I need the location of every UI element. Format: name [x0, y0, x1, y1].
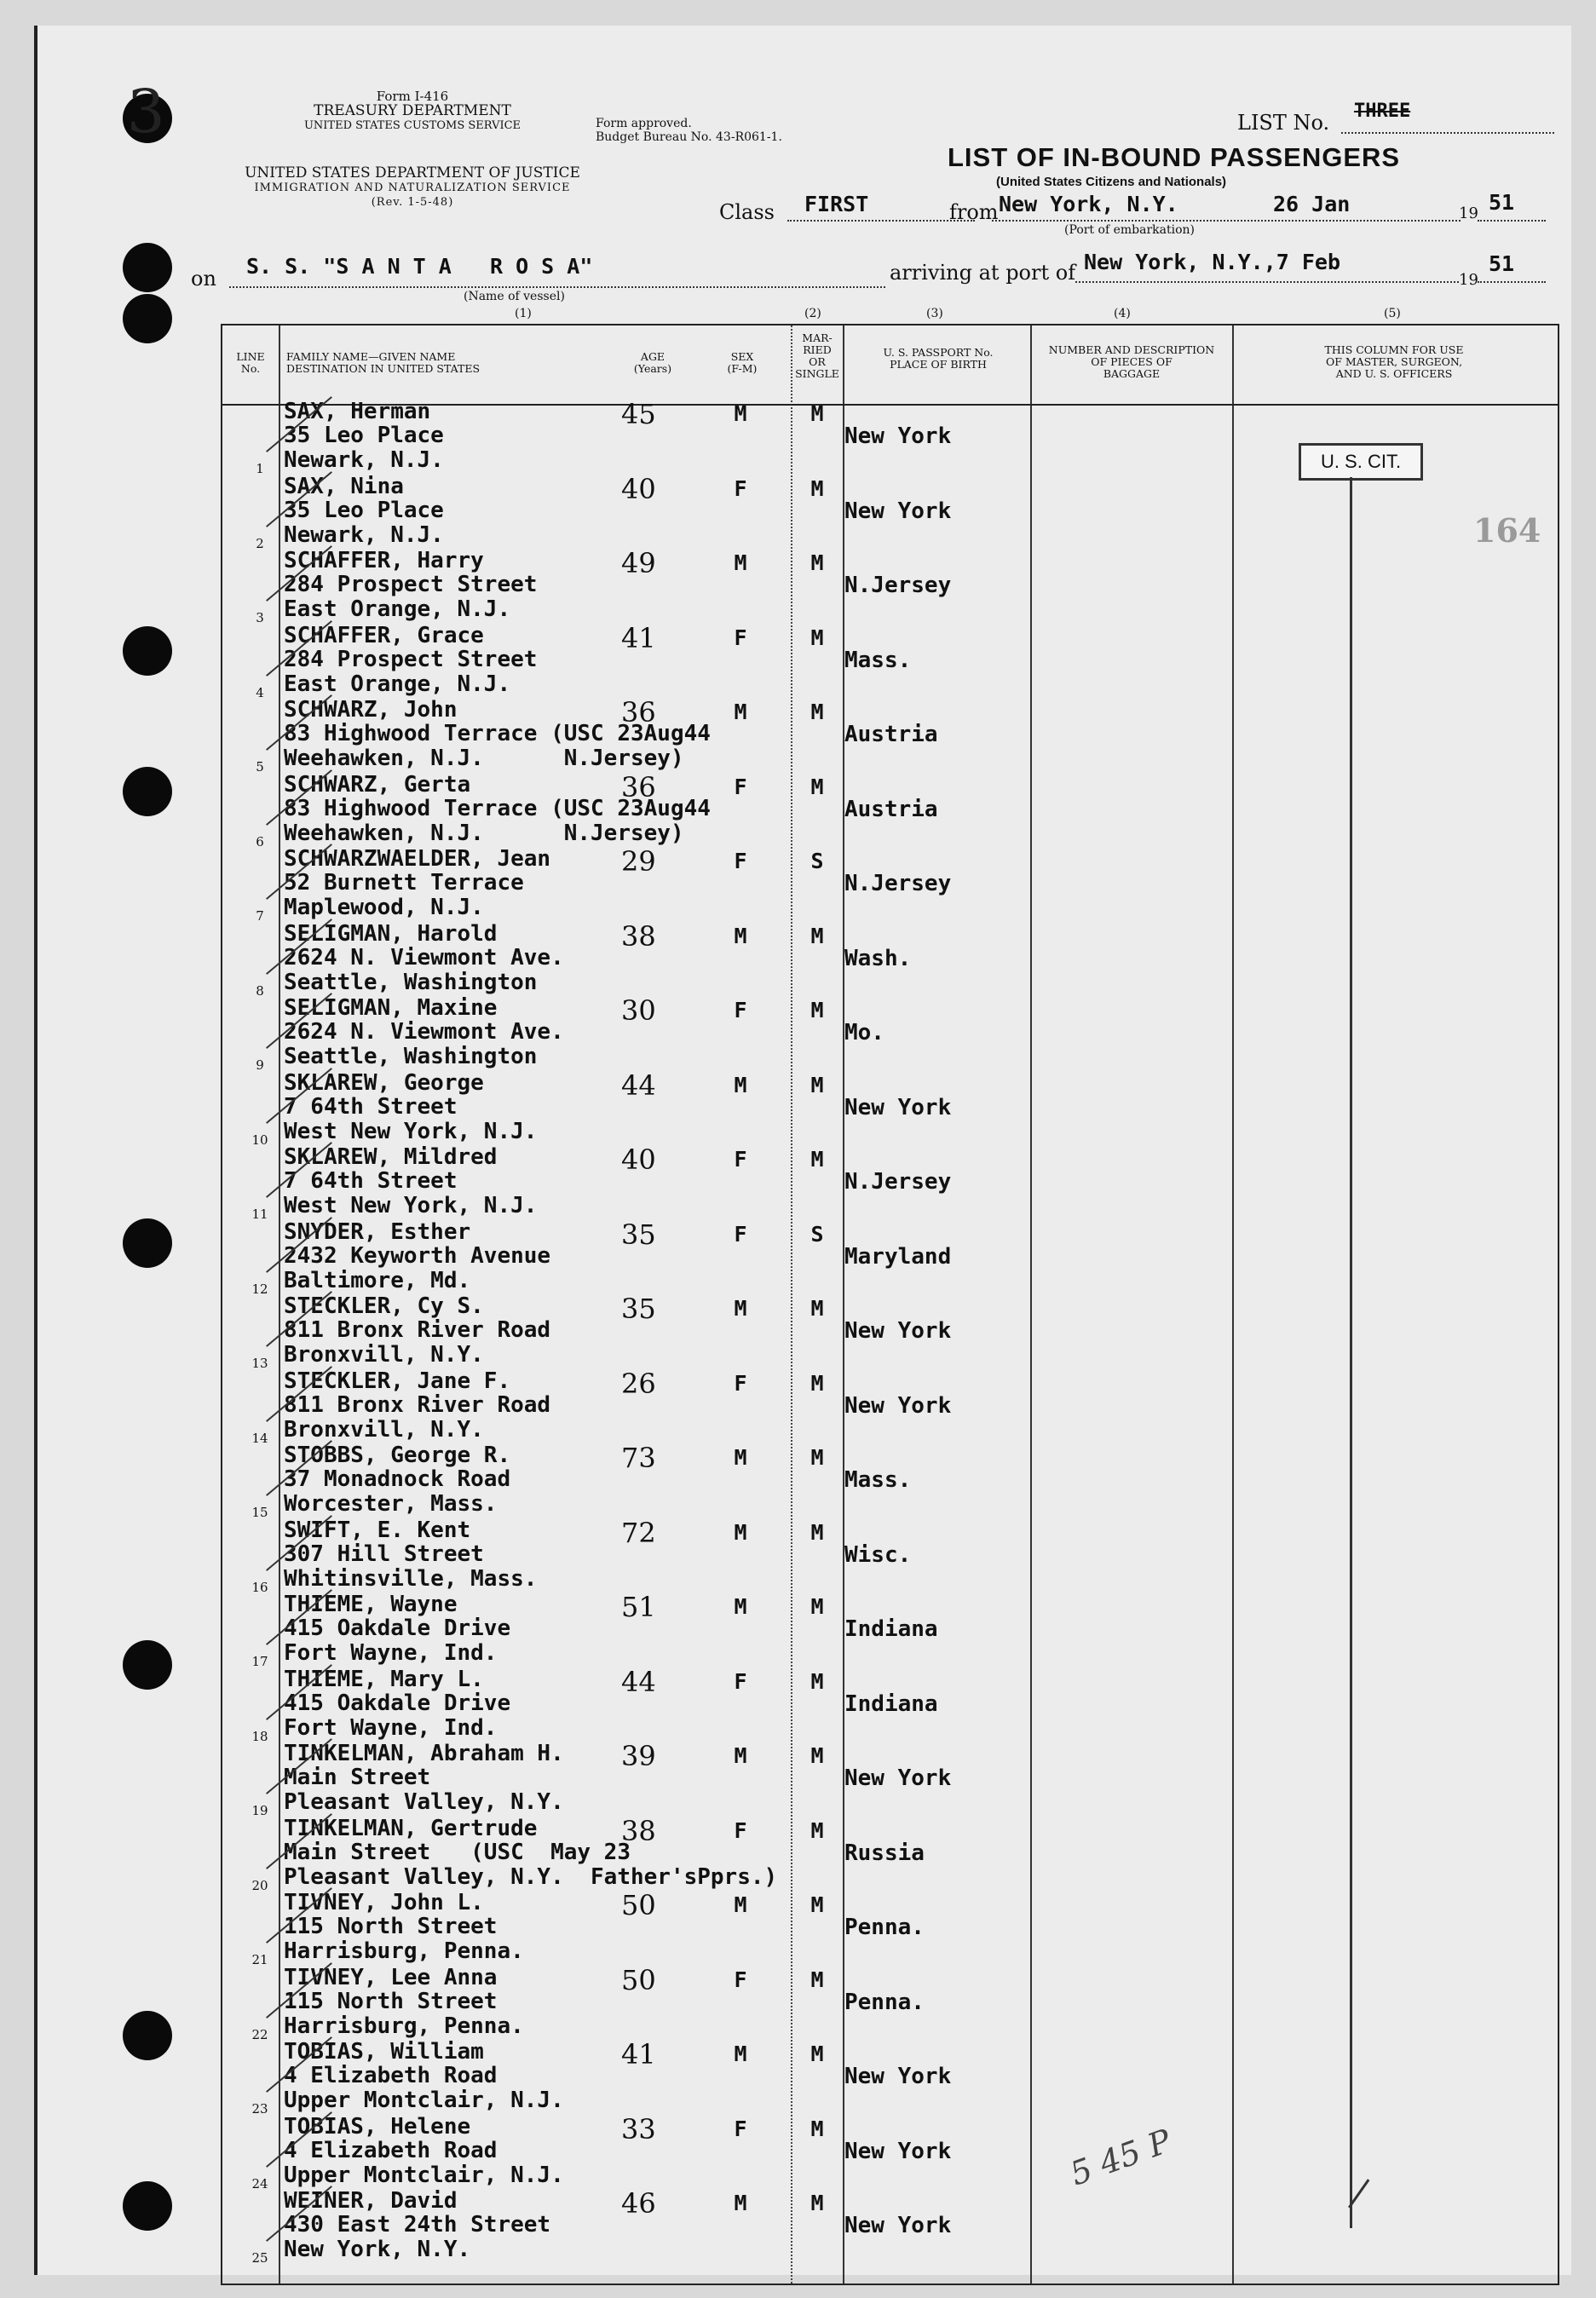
- col-header-married: MAR- RIED OR SINGLE: [795, 331, 839, 380]
- passenger-birthplace: Wash.: [844, 945, 912, 971]
- on-label: on: [191, 267, 216, 291]
- passenger-destination: East Orange, N.J.: [284, 671, 511, 697]
- col-header-baggage: NUMBER AND DESCRIPTION OF PIECES OF BAGGAGE: [1048, 343, 1215, 380]
- passenger-destination: Maplewood, N.J.: [284, 895, 484, 920]
- passenger-age: 35: [621, 1293, 656, 1325]
- passenger-age: 26: [621, 1367, 656, 1400]
- punch-hole: [123, 626, 172, 676]
- passenger-name: SCHWARZ, John: [284, 697, 458, 723]
- passenger-address: 307 Hill Street: [284, 1541, 484, 1567]
- passenger-name: SKLAREW, George: [284, 1069, 484, 1096]
- passenger-birthplace: Mass.: [844, 1467, 912, 1493]
- passenger-sex: F: [734, 475, 747, 501]
- passenger-marital-status: M: [810, 2191, 824, 2215]
- customs-service: UNITED STATES CUSTOMS SERVICE: [303, 119, 521, 132]
- punch-hole: [123, 1218, 172, 1268]
- row-line-number: 13: [251, 1356, 268, 1371]
- passenger-birthplace: N.Jersey: [844, 573, 952, 598]
- stamp-bracket-line: [1350, 477, 1352, 2228]
- form-number: Form I-416: [376, 89, 449, 104]
- table-row: [222, 1442, 1558, 1524]
- page-subtitle: (United States Citizens and Nationals): [996, 175, 1227, 189]
- table-row: [222, 1068, 1558, 1152]
- passenger-birthplace: Indiana: [844, 1616, 938, 1642]
- passenger-age: 41: [621, 2038, 656, 2071]
- table-row: [222, 994, 1558, 1077]
- arrival-year-line: [1478, 281, 1546, 283]
- passenger-address: 115 North Street: [284, 1914, 498, 1939]
- passenger-birthplace: Maryland: [844, 1243, 952, 1270]
- punch-hole: [123, 243, 172, 292]
- table-row: [222, 845, 1558, 928]
- passenger-destination: Seattle, Washington: [284, 1044, 538, 1069]
- col-num-2: (2): [804, 307, 821, 320]
- row-line-number: 9: [256, 1057, 264, 1073]
- col-num-3: (3): [926, 307, 943, 320]
- col-header-officers: THIS COLUMN FOR USE OF MASTER, SURGEON, AND U. S. OFFICERS: [1324, 343, 1464, 380]
- passenger-address: 4 Elizabeth Road: [284, 2137, 498, 2163]
- row-line-number: 15: [251, 1505, 268, 1520]
- passenger-address: 4 Elizabeth Road: [284, 2063, 498, 2088]
- passenger-age: 41: [621, 621, 656, 654]
- passenger-destination: West New York, N.J.: [284, 1193, 538, 1218]
- passenger-birthplace: Penna.: [844, 1989, 925, 2015]
- table-row: [222, 472, 1558, 556]
- passenger-sex: M: [734, 2042, 747, 2066]
- passenger-birthplace: New York: [844, 2064, 952, 2089]
- from-label: from: [949, 200, 999, 224]
- passenger-age: 50: [621, 1889, 656, 1921]
- passenger-age: 49: [621, 547, 656, 579]
- passenger-sex: M: [734, 700, 747, 724]
- col-num-4: (4): [1114, 307, 1131, 320]
- passenger-birthplace: New York: [844, 1094, 952, 1120]
- passenger-marital-status: M: [810, 625, 824, 650]
- embark-caption: (Port of embarkation): [1064, 223, 1195, 237]
- passenger-age: 30: [621, 994, 656, 1027]
- table-row: [222, 1143, 1558, 1226]
- passenger-birthplace: N.Jersey: [844, 1169, 952, 1195]
- passenger-destination: Pleasant Valley, N.Y. Father'sPprs.): [284, 1863, 778, 1890]
- passenger-sex: M: [734, 1594, 747, 1619]
- row-line-number: 1: [256, 461, 264, 476]
- table-row: [222, 2187, 1558, 2270]
- table-row: [222, 621, 1558, 705]
- punch-hole: [123, 2011, 172, 2060]
- passenger-age: 33: [621, 2112, 656, 2145]
- passenger-birthplace: Austria: [844, 722, 938, 747]
- passenger-marital-status: M: [810, 1743, 824, 1768]
- passenger-address: Main Street (USC May 23: [284, 1839, 631, 1865]
- passenger-sex: F: [734, 625, 747, 650]
- row-line-number: 6: [256, 833, 264, 850]
- form-approved: Form approved.: [596, 117, 692, 130]
- col-header-age: AGE (Years): [633, 350, 672, 375]
- class-line: [787, 220, 975, 222]
- page-mark: 164: [1473, 511, 1541, 550]
- passenger-age: 72: [621, 1516, 656, 1549]
- passenger-birthplace: Mo.: [844, 1020, 884, 1045]
- passenger-address: 430 East 24th Street: [284, 2212, 551, 2238]
- passenger-marital-status: M: [810, 550, 824, 575]
- passenger-marital-status: M: [810, 998, 824, 1022]
- passenger-sex: F: [734, 1817, 747, 1843]
- passenger-destination: Weehawken, N.J. N.Jersey): [284, 746, 684, 771]
- passenger-name: THIEME, Mary L.: [284, 1666, 484, 1692]
- passenger-marital-status: M: [810, 700, 824, 724]
- row-line-number: 16: [251, 1579, 268, 1595]
- passenger-destination: East Orange, N.J.: [284, 596, 511, 622]
- passenger-destination: Upper Montclair, N.J.: [284, 2162, 564, 2188]
- handwritten-note: 5 45 P: [1065, 2122, 1177, 2193]
- arrival-year: 51: [1489, 251, 1515, 276]
- passenger-age: 45: [621, 398, 656, 430]
- arrival-year-prefix: 19: [1459, 271, 1478, 289]
- table-row: [222, 696, 1558, 779]
- passenger-age: 38: [621, 1814, 656, 1847]
- table-row: [222, 1889, 1558, 1972]
- punch-hole: [123, 1640, 172, 1690]
- year-prefix: 19: [1459, 204, 1478, 222]
- arrival-line: [1075, 281, 1459, 283]
- class-value: FIRST: [804, 192, 869, 216]
- row-line-number: 14: [251, 1430, 268, 1446]
- passenger-sex: M: [734, 1743, 747, 1768]
- passenger-marital-status: M: [810, 1967, 824, 1992]
- passenger-marital-status: M: [810, 1072, 824, 1097]
- col-header-passport: U. S. PASSPORT No. PLACE OF BIRTH: [883, 346, 994, 371]
- passenger-sex: F: [734, 1668, 747, 1694]
- embark-date: 26 Jan: [1273, 192, 1351, 216]
- col-header-sex: SEX (F-M): [727, 350, 758, 375]
- passenger-marital-status: M: [810, 1147, 824, 1172]
- passenger-marital-status: M: [810, 1594, 824, 1619]
- passenger-address: 2624 N. Viewmont Ave.: [284, 1019, 564, 1045]
- table-row: [222, 1814, 1558, 1898]
- col-num-5: (5): [1384, 307, 1401, 320]
- punch-hole: [123, 767, 172, 816]
- passenger-address: Main Street: [284, 1765, 431, 1790]
- passenger-age: 40: [621, 1143, 656, 1176]
- from-line: [992, 220, 1461, 222]
- form-revision: (Rev. 1-5-48): [371, 196, 454, 209]
- passenger-name: TOBIAS, William: [284, 2039, 484, 2065]
- passenger-destination: West New York, N.J.: [284, 1118, 538, 1144]
- passenger-sex: F: [734, 1967, 747, 1992]
- passenger-destination: Newark, N.J.: [284, 521, 444, 548]
- passenger-destination: Bronxvill, N.Y.: [284, 1342, 484, 1368]
- passenger-destination: Harrisburg, Penna.: [284, 1938, 524, 1964]
- passenger-destination: Seattle, Washington: [284, 969, 538, 995]
- list-scribble: 3: [127, 77, 165, 147]
- doj-block: [216, 166, 608, 210]
- table-row: [222, 919, 1558, 1003]
- list-no-value: THREE: [1354, 101, 1411, 122]
- passenger-marital-status: M: [810, 1296, 824, 1321]
- passenger-age: 39: [621, 1740, 656, 1772]
- passenger-name: SCHWARZ, Gerta: [284, 771, 471, 798]
- treasury-dept: TREASURY DEPARTMENT: [314, 102, 511, 119]
- passenger-marital-status: M: [810, 2042, 824, 2066]
- vessel-name: S. S. "S A N T A R O S A": [246, 254, 593, 279]
- passenger-address: 415 Oakdale Drive: [284, 1690, 511, 1716]
- table-row: [222, 2112, 1558, 2196]
- row-line-number: 10: [251, 1132, 268, 1148]
- passenger-destination: Baltimore, Md.: [284, 1267, 471, 1293]
- row-line-number: 24: [251, 2175, 268, 2191]
- passenger-destination: New York, N.Y.: [284, 2237, 471, 2262]
- passenger-address: 37 Monadnock Road: [284, 1466, 511, 1492]
- passenger-age: 38: [621, 919, 656, 953]
- table-row: [222, 547, 1558, 630]
- passenger-sex: F: [734, 998, 747, 1022]
- class-label: Class: [719, 200, 775, 224]
- passenger-age: 36: [621, 696, 656, 729]
- passenger-age: 73: [621, 1442, 656, 1474]
- passenger-name: SELIGMAN, Maxine: [284, 995, 498, 1021]
- passenger-marital-status: M: [810, 1445, 824, 1470]
- passenger-marital-status: S: [810, 849, 824, 873]
- punch-hole: [123, 294, 172, 343]
- passenger-address: 811 Bronx River Road: [284, 1317, 551, 1343]
- passenger-sex: F: [734, 774, 747, 799]
- passenger-address: 35 Leo Place: [284, 497, 444, 523]
- passenger-birthplace: New York: [844, 1392, 952, 1419]
- table-row: [222, 1367, 1558, 1450]
- row-line-number: 8: [256, 982, 264, 999]
- table-row: [222, 1218, 1558, 1301]
- passenger-destination: Harrisburg, Penna.: [284, 2013, 524, 2039]
- passenger-sex: M: [734, 1296, 747, 1321]
- passenger-marital-status: M: [810, 923, 824, 948]
- passenger-address: 83 Highwood Terrace (USC 23Aug44: [284, 721, 711, 746]
- row-line-number: 17: [251, 1654, 268, 1669]
- passenger-destination: Weehawken, N.J. N.Jersey): [284, 820, 684, 846]
- passenger-sex: M: [734, 2191, 747, 2215]
- passenger-name: SCHWARZWAELDER, Jean: [284, 846, 551, 872]
- passenger-birthplace: New York: [844, 2213, 952, 2238]
- passenger-birthplace: New York: [844, 423, 952, 449]
- passenger-marital-status: M: [810, 774, 824, 799]
- table-row: [222, 1516, 1558, 1599]
- table-row: [222, 2038, 1558, 2121]
- passenger-destination: Bronxvill, N.Y.: [284, 1416, 484, 1443]
- passenger-name: WEINER, David: [284, 2188, 458, 2214]
- passenger-address: 83 Highwood Terrace (USC 23Aug44: [284, 795, 711, 821]
- passenger-name: SNYDER, Esther: [284, 1218, 471, 1245]
- passenger-age: 46: [621, 2187, 656, 2220]
- us-cit-stamp: U. S. CIT.: [1299, 443, 1423, 481]
- passenger-name: SELIGMAN, Harold: [284, 920, 498, 947]
- row-line-number: 2: [256, 535, 264, 551]
- table-row: [222, 1591, 1558, 1673]
- passenger-age: 51: [621, 1591, 656, 1623]
- passenger-address: 415 Oakdale Drive: [284, 1616, 511, 1641]
- passenger-birthplace: New York: [844, 1765, 952, 1791]
- passenger-marital-status: M: [810, 2116, 824, 2141]
- passenger-address: 284 Prospect Street: [284, 572, 538, 597]
- ins-title: IMMIGRATION AND NATURALIZATION SERVICE: [254, 181, 571, 194]
- passenger-destination: Upper Montclair, N.J.: [284, 2088, 564, 2113]
- passenger-marital-status: M: [810, 1892, 824, 1917]
- table-row: [222, 1740, 1558, 1823]
- passenger-name: TIVNEY, John L.: [284, 1890, 484, 1915]
- passenger-address: 2432 Keyworth Avenue: [284, 1242, 551, 1269]
- passenger-destination: Whitinsville, Mass.: [284, 1565, 538, 1592]
- arrival-port: New York, N.Y.,7 Feb: [1084, 250, 1341, 274]
- passenger-name: SAX, Herman: [284, 399, 431, 424]
- passenger-age: 35: [621, 1218, 656, 1251]
- table-row: [222, 1963, 1558, 2047]
- vessel-line: [229, 286, 885, 288]
- budget-bureau: Budget Bureau No. 43-R061-1.: [596, 130, 782, 144]
- passenger-sex: F: [734, 849, 747, 873]
- passenger-address: 2624 N. Viewmont Ave.: [284, 944, 564, 970]
- passenger-birthplace: New York: [844, 498, 952, 524]
- passenger-name: STOBBS, George R.: [284, 1443, 511, 1468]
- passenger-marital-status: M: [810, 1519, 824, 1545]
- passenger-age: 36: [621, 770, 656, 803]
- passenger-address: 52 Burnett Terrace: [284, 870, 524, 896]
- passenger-destination: Fort Wayne, Ind.: [284, 1714, 498, 1741]
- passenger-age: 44: [621, 1068, 656, 1102]
- passenger-sex: F: [734, 2116, 747, 2141]
- passenger-birthplace: N.Jersey: [844, 871, 952, 896]
- passenger-marital-status: S: [810, 1221, 824, 1247]
- passenger-name: STECKLER, Cy S.: [284, 1293, 484, 1319]
- passenger-address: 811 Bronx River Road: [284, 1391, 551, 1418]
- passenger-marital-status: M: [810, 475, 824, 501]
- passenger-address: 35 Leo Place: [284, 423, 444, 448]
- passenger-destination: Pleasant Valley, N.Y.: [284, 1789, 564, 1815]
- row-line-number: 7: [256, 908, 264, 924]
- col-header-line: LINE No.: [236, 350, 265, 375]
- passenger-birthplace: Mass.: [844, 647, 912, 673]
- col-header-name: FAMILY NAME—GIVEN NAME DESTINATION IN UNITED STATES: [286, 350, 481, 375]
- year-line: [1478, 220, 1546, 222]
- passenger-name: TOBIAS, Helene: [284, 2113, 471, 2140]
- form-block: [276, 89, 549, 133]
- row-line-number: 21: [251, 1952, 268, 1967]
- passenger-destination: Worcester, Mass.: [284, 1491, 498, 1517]
- passenger-address: 7 64th Street: [284, 1168, 458, 1194]
- embark-year: 51: [1489, 190, 1515, 215]
- passenger-age: 50: [621, 1963, 656, 1996]
- vessel-caption: (Name of vessel): [464, 290, 565, 303]
- list-no-label: LIST No.: [1237, 111, 1330, 135]
- row-line-number: 20: [251, 1877, 268, 1893]
- passenger-destination: Fort Wayne, Ind.: [284, 1640, 498, 1666]
- row-line-number: 22: [251, 2026, 268, 2042]
- passenger-name: SKLAREW, Mildred: [284, 1144, 498, 1170]
- row-line-number: 11: [251, 1207, 268, 1222]
- punch-hole: [123, 2181, 172, 2231]
- from-value: New York, N.Y.: [999, 192, 1178, 216]
- passenger-age: 29: [621, 845, 656, 878]
- passenger-sex: M: [734, 550, 747, 575]
- row-line-number: 5: [256, 759, 264, 775]
- passenger-marital-status: M: [810, 1817, 824, 1843]
- col-num-1: (1): [515, 307, 532, 320]
- passenger-sex: M: [734, 923, 747, 948]
- passenger-name: TIVNEY, Lee Anna: [284, 1964, 498, 1990]
- table-row: [222, 770, 1558, 854]
- passenger-name: TINKELMAN, Abraham H.: [284, 1741, 564, 1766]
- arriving-label: arriving at port of: [890, 261, 1076, 285]
- passenger-sex: F: [734, 1370, 747, 1396]
- passenger-destination: Newark, N.J.: [284, 447, 444, 473]
- passenger-name: SAX, Nina: [284, 473, 404, 499]
- passenger-name: STECKLER, Jane F.: [284, 1368, 511, 1394]
- passenger-sex: F: [734, 1221, 747, 1247]
- row-line-number: 19: [251, 1803, 268, 1818]
- passenger-age: 44: [621, 1665, 656, 1698]
- passenger-birthplace: New York: [844, 1318, 952, 1344]
- passenger-sex: M: [734, 1072, 747, 1097]
- passenger-name: THIEME, Wayne: [284, 1592, 458, 1617]
- passenger-age: 40: [621, 472, 656, 505]
- passenger-sex: M: [734, 1519, 747, 1545]
- passenger-sex: M: [734, 1445, 747, 1470]
- doj-title: UNITED STATES DEPARTMENT OF JUSTICE: [245, 164, 580, 181]
- row-line-number: 18: [251, 1728, 268, 1744]
- passenger-birthplace: Wisc.: [844, 1541, 912, 1568]
- row-line-number: 3: [256, 610, 264, 625]
- approval-block: [596, 117, 782, 144]
- passenger-marital-status: M: [810, 1370, 824, 1396]
- passenger-sex: F: [734, 1147, 747, 1172]
- passenger-address: 115 North Street: [284, 1988, 498, 2014]
- passenger-birthplace: Austria: [844, 796, 938, 822]
- passenger-name: SCHAFFER, Harry: [284, 548, 484, 573]
- passenger-birthplace: New York: [844, 2138, 952, 2164]
- passenger-name: SWIFT, E. Kent: [284, 1517, 471, 1543]
- table-row: [222, 1665, 1558, 1748]
- passenger-name: SCHAFFER, Grace: [284, 622, 484, 648]
- passenger-name: TINKELMAN, Gertrude: [284, 1815, 538, 1841]
- passenger-sex: M: [734, 401, 747, 426]
- passenger-birthplace: Penna.: [844, 1915, 925, 1940]
- passenger-table: [221, 324, 1559, 2285]
- row-line-number: 4: [256, 684, 264, 700]
- passenger-sex: M: [734, 1892, 747, 1917]
- passenger-birthplace: Russia: [844, 1840, 925, 1866]
- passenger-marital-status: M: [810, 1668, 824, 1694]
- row-line-number: 12: [251, 1281, 268, 1297]
- passenger-marital-status: M: [810, 401, 824, 426]
- manifest-page: [34, 26, 1571, 2275]
- page-title: LIST OF IN-BOUND PASSENGERS: [948, 142, 1401, 172]
- passenger-birthplace: Indiana: [844, 1690, 938, 1717]
- table-row: [222, 1293, 1558, 1375]
- row-line-number: 23: [251, 2101, 268, 2117]
- row-line-number: 25: [251, 2250, 268, 2266]
- list-no-line: [1341, 132, 1554, 134]
- passenger-address: 7 64th Street: [284, 1093, 458, 1120]
- passenger-address: 284 Prospect Street: [284, 646, 538, 672]
